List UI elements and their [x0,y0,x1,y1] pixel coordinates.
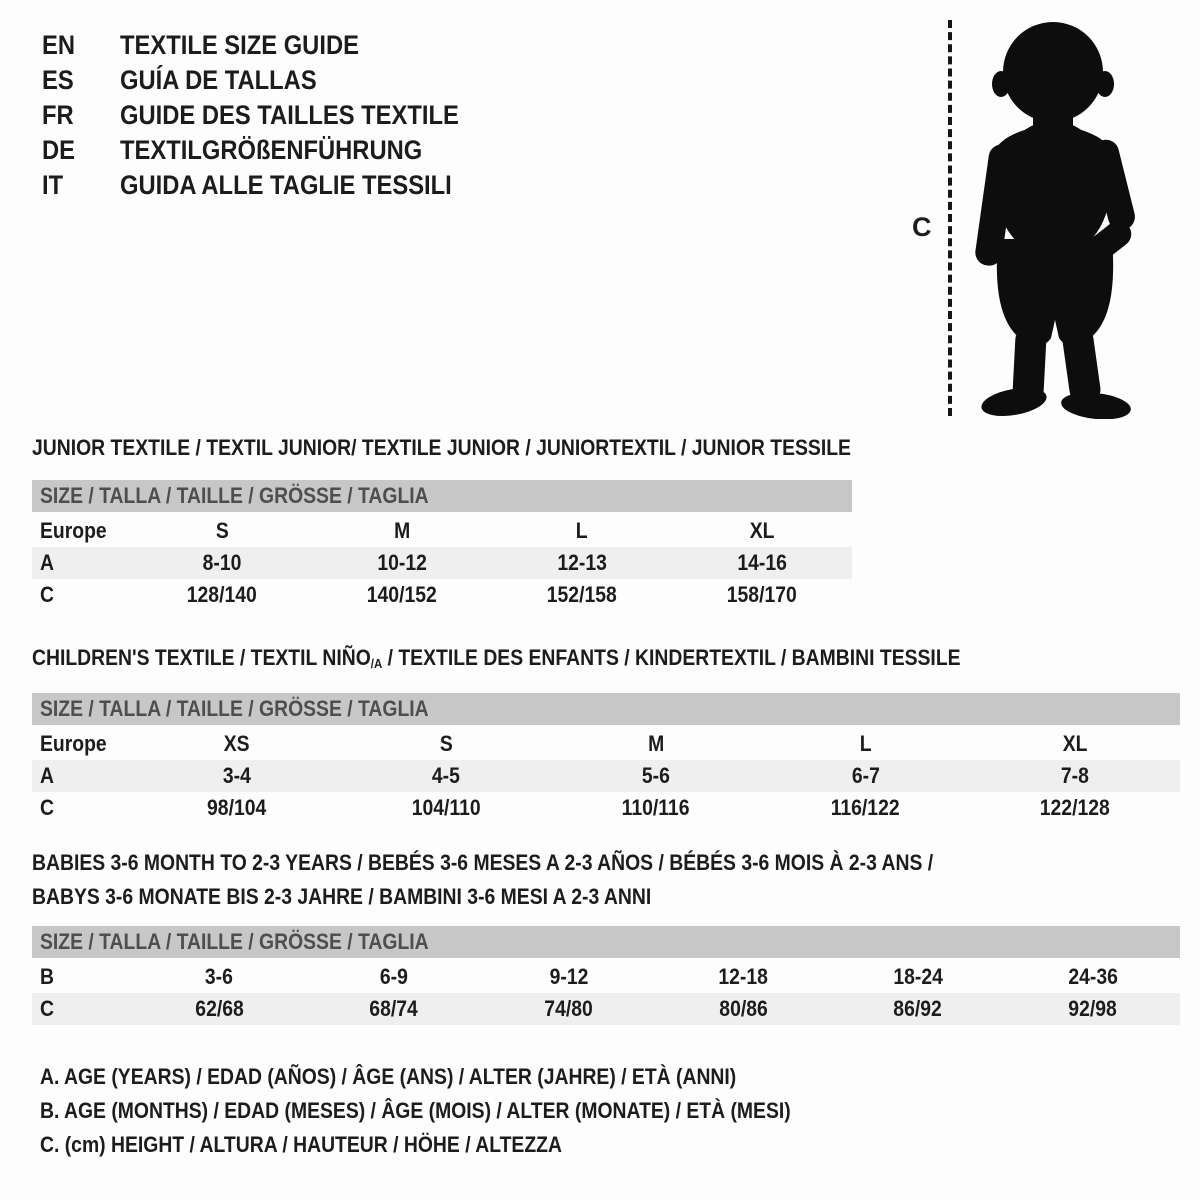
section-title-children: CHILDREN'S TEXTILE / TEXTIL NIÑO/A / TEXTILE DES ENFANTS / KINDERTEXTIL / BAMBINI TESSILE [32,645,961,671]
babies-size-table [32,926,1180,1025]
row-label: Europe [40,518,107,543]
legend-line-b: B. AGE (MONTHS) / EDAD (MESES) / ÂGE (MOIS) / ALTER (MONATE) / ETÀ (MESI) [40,1098,791,1123]
table-row-age-months: B 3-6 6-9 9-12 12-18 18-24 24-36 [40,964,1118,989]
guide-title-es: GUÍA DE TALLAS [120,65,317,95]
measurement-legend [40,1060,893,1162]
table-row-age-years: A 8-10 10-12 12-13 14-16 [32,547,852,579]
language-code: DE [42,135,76,165]
height-measure-dashed-line [948,20,952,416]
children-size-table [32,693,1180,824]
language-row-fr [42,98,505,133]
row-label: C [40,795,54,820]
section-children-textile [32,646,1180,824]
section-title-babies: BABIES 3-6 MONTH TO 2-3 YEARS / BEBÉS 3-6 MESES A 2-3 AÑOS / BÉBÉS 3-6 MOIS À 2-3 ANS / BABYS 3-6 MONATE BIS 2-3 JAHRE / BAMBINI 3-6 MESI A 2-3 ANNI [32,850,934,909]
language-row-de [42,133,505,168]
language-code: ES [42,65,74,95]
row-label: B [40,964,54,989]
table-row-height-cm: C 98/104 104/110 110/116 116/122 122/128 [40,795,1111,820]
guide-title-it: GUIDA ALLE TAGLIE TESSILI [120,170,452,200]
table-row-height-cm: C 62/68 68/74 74/80 80/86 86/92 92/98 [32,993,1180,1025]
row-label: A [40,550,54,575]
section-junior-textile [32,436,852,611]
row-label: C [40,582,54,607]
table-row-europe: Europe S M L XL [40,518,775,543]
table-row-europe: Europe XS S M L XL [40,731,1088,756]
section-babies-textile [32,846,1180,1025]
section-title-junior: JUNIOR TEXTILE / TEXTIL JUNIOR/ TEXTILE JUNIOR / JUNIORTEXTIL / JUNIOR TESSILE [32,435,851,460]
table-row-age-years: A 3-4 4-5 5-6 6-7 7-8 [32,760,1180,792]
language-row-en [42,28,505,63]
size-header-bar: SIZE / TALLA / TAILLE / GRÖSSE / TAGLIA [32,693,1180,725]
row-label: A [40,763,54,788]
guide-title-fr: GUIDE DES TAILLES TEXTILE [120,100,459,130]
language-row-es [42,63,505,98]
language-code: IT [42,170,64,200]
junior-size-table [32,480,852,611]
guide-title-de: TEXTILGRÖßENFÜHRUNG [120,135,423,165]
language-code: EN [42,30,76,60]
legend-line-a: A. AGE (YEARS) / EDAD (AÑOS) / ÂGE (ANS) / ALTER (JAHRE) / ETÀ (ANNI) [40,1064,737,1089]
size-header-bar: SIZE / TALLA / TAILLE / GRÖSSE / TAGLIA [32,480,852,512]
table-row-height-cm: C 128/140 140/152 152/158 158/170 [40,582,797,607]
guide-title-en: TEXTILE SIZE GUIDE [120,30,359,60]
language-code: FR [42,100,74,130]
row-label: C [40,996,54,1021]
legend-line-c: C. (cm) HEIGHT / ALTURA / HAUTEUR / HÖHE / ALTEZZA [40,1132,562,1157]
nino-a-subscript: /A [370,656,383,671]
row-label: Europe [40,731,107,756]
size-header-bar: SIZE / TALLA / TAILLE / GRÖSSE / TAGLIA [32,926,1180,958]
language-title-list [42,28,505,203]
height-measure-label: C [912,212,932,242]
language-row-it [42,168,505,203]
toddler-silhouette-icon [958,14,1153,419]
